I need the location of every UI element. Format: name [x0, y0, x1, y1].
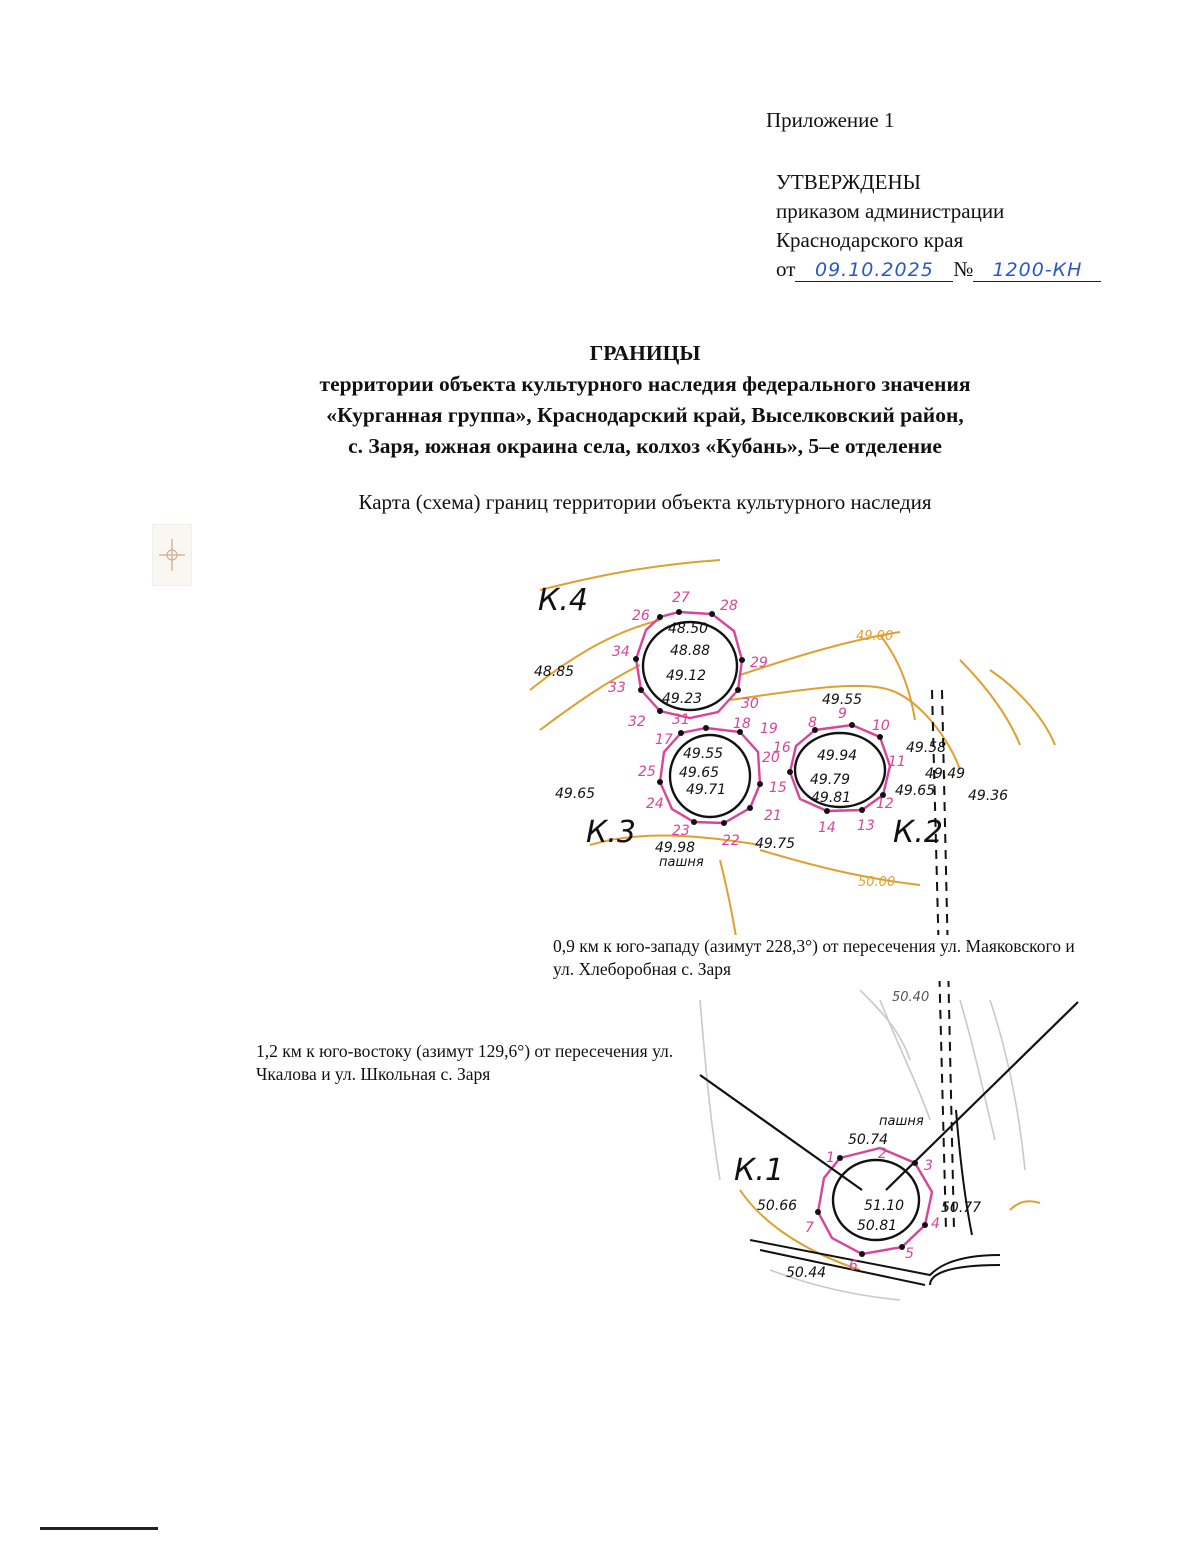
point-number: 18 [733, 716, 751, 732]
vertex-dot [739, 657, 745, 663]
point-number: 8 [808, 715, 817, 731]
elevation-label: 50.66 [757, 1198, 798, 1214]
vertex-dot [859, 807, 865, 813]
point-number: 13 [857, 818, 875, 834]
number-prefix: № [953, 257, 974, 281]
point-number: 31 [672, 712, 690, 728]
elevation-label: 50.77 [941, 1200, 982, 1216]
point-number: 34 [612, 644, 630, 660]
point-number: 9 [838, 706, 847, 722]
contour-line [880, 635, 915, 720]
road-line [760, 1250, 925, 1285]
contour-line [760, 850, 920, 885]
point-number: 26 [632, 608, 650, 624]
vertex-dot [747, 805, 753, 811]
contour-label: 50.00 [858, 875, 896, 890]
order-line-2: Краснодарского края [776, 228, 964, 252]
contour-line [880, 1000, 930, 1120]
elevation-label: 49.65 [555, 786, 596, 802]
point-number: 19 [760, 721, 778, 737]
vertex-dot [633, 656, 639, 662]
elevation-label: 49.94 [817, 748, 858, 764]
vertex-dot [657, 614, 663, 620]
vertex-dot [787, 769, 793, 775]
object-label: К.4 [538, 583, 588, 618]
elevation-label: 50.81 [857, 1218, 898, 1234]
point-number: 11 [888, 754, 906, 770]
elevation-label: 49.79 [810, 772, 851, 788]
contour-label: 50.40 [892, 990, 930, 1005]
approved-heading: УТВЕРЖДЕНЫ [776, 170, 921, 194]
elevation-label: 49.81 [811, 790, 852, 806]
vertex-dot [859, 1251, 865, 1257]
vertex-dot [657, 708, 663, 714]
elevation-label: 49.65 [679, 765, 720, 781]
elevation-label: 49.71 [686, 782, 727, 798]
land-use-label: пашня [879, 1114, 924, 1129]
elevation-label: 50.44 [786, 1265, 827, 1281]
contour-line [960, 660, 1020, 745]
point-number: 2 [878, 1146, 887, 1162]
point-number: 14 [818, 820, 836, 836]
elevation-label: 49.36 [968, 788, 1009, 804]
contour-line [700, 1000, 720, 1180]
point-number: 4 [931, 1216, 940, 1232]
elevation-label: 48.50 [668, 621, 709, 637]
point-number: 20 [762, 750, 780, 766]
elevation-label: 49.65 [895, 783, 936, 799]
point-number: 33 [608, 680, 626, 696]
elevation-label: 49.55 [683, 746, 724, 762]
map-subtitle: Карта (схема) границ территории объекта культурного наследия [358, 490, 932, 514]
contour-label: 49.00 [856, 629, 894, 644]
vertex-dot [709, 611, 715, 617]
point-number: 15 [769, 780, 787, 796]
point-number: 23 [672, 823, 690, 839]
point-number: 24 [646, 796, 664, 812]
elevation-label: 49.23 [662, 691, 703, 707]
elevation-label: 49.49 [925, 766, 966, 782]
appendix-label: Приложение 1 [766, 108, 895, 132]
location-note-northwest: 1,2 км к юго-востоку (азимут 129,6°) от пересечения ул. Чкалова и ул. Школьная с. Заря [256, 1040, 676, 1086]
land-use-label: пашня [659, 855, 704, 870]
title-line-1: территории объекта культурного наследия федерального значения [319, 372, 971, 396]
point-number: 7 [805, 1220, 814, 1236]
point-number: 1 [826, 1150, 835, 1166]
point-number: 28 [720, 598, 738, 614]
point-number: 21 [764, 808, 782, 824]
vertex-dot [877, 734, 883, 740]
vertex-dot [638, 687, 644, 693]
point-number: 22 [722, 833, 740, 849]
vertex-dot [678, 730, 684, 736]
vertex-dot [735, 687, 741, 693]
title-line-3: с. Заря, южная окраина села, колхоз «Кубань», 5–е отделение [348, 434, 942, 458]
contour-line [1010, 1201, 1040, 1210]
point-number: 16 [773, 740, 791, 756]
object-label: К.1 [734, 1153, 784, 1188]
elevation-label: 51.10 [864, 1198, 905, 1214]
vertex-dot [657, 779, 663, 785]
elevation-label: 48.85 [534, 664, 575, 680]
point-number: 6 [849, 1258, 858, 1274]
contour-lines [530, 560, 1055, 1270]
road-line [956, 1110, 972, 1235]
contour-line [960, 1000, 995, 1140]
point-number: 32 [628, 714, 646, 730]
vertex-dot [824, 808, 830, 814]
object-label: К.3 [586, 815, 636, 850]
elevation-label: 49.58 [906, 740, 947, 756]
vertex-dot [721, 820, 727, 826]
elevation-label: 49.98 [655, 840, 696, 856]
vertex-dot [815, 1209, 821, 1215]
point-number: 10 [872, 718, 890, 734]
point-number: 25 [638, 764, 656, 780]
elevation-label: 49.75 [755, 836, 796, 852]
title-heading: ГРАНИЦЫ [589, 341, 701, 365]
contour-line [990, 1000, 1025, 1170]
vertex-dot [922, 1222, 928, 1228]
point-number: 3 [924, 1158, 933, 1174]
location-note-northeast: 0,9 км к юго-западу (азимут 228,3°) от пересечения ул. Маяковского и ул. Хлеборобная с. Заря [553, 935, 1093, 981]
order-line-1: приказом администрации [776, 199, 1005, 223]
point-number: 12 [876, 796, 894, 812]
vertex-dot [691, 819, 697, 825]
order-date-value: 09.10.2025 [815, 259, 934, 281]
point-number: 5 [905, 1246, 914, 1262]
point-number: 17 [655, 732, 673, 748]
object-label: К.2 [893, 815, 943, 850]
order-number-value: 1200-КН [992, 259, 1083, 281]
date-prefix: от [776, 257, 796, 281]
vertex-dot [676, 609, 682, 615]
vertex-dot [837, 1155, 843, 1161]
vertex-dot [849, 722, 855, 728]
elevation-label: 49.12 [666, 668, 707, 684]
elevation-label: 49.55 [822, 692, 863, 708]
point-number: 27 [672, 590, 690, 606]
point-number: 30 [741, 696, 759, 712]
title-line-2: «Курганная группа», Краснодарский край, Выселковский район, [326, 403, 964, 427]
vertex-dot [757, 781, 763, 787]
elevation-label: 48.88 [670, 643, 711, 659]
vertex-dot [703, 725, 709, 731]
footer-rule [40, 1527, 158, 1530]
leader-line-east [886, 1002, 1078, 1190]
elevation-label: 50.74 [848, 1132, 889, 1148]
point-number: 29 [750, 655, 768, 671]
